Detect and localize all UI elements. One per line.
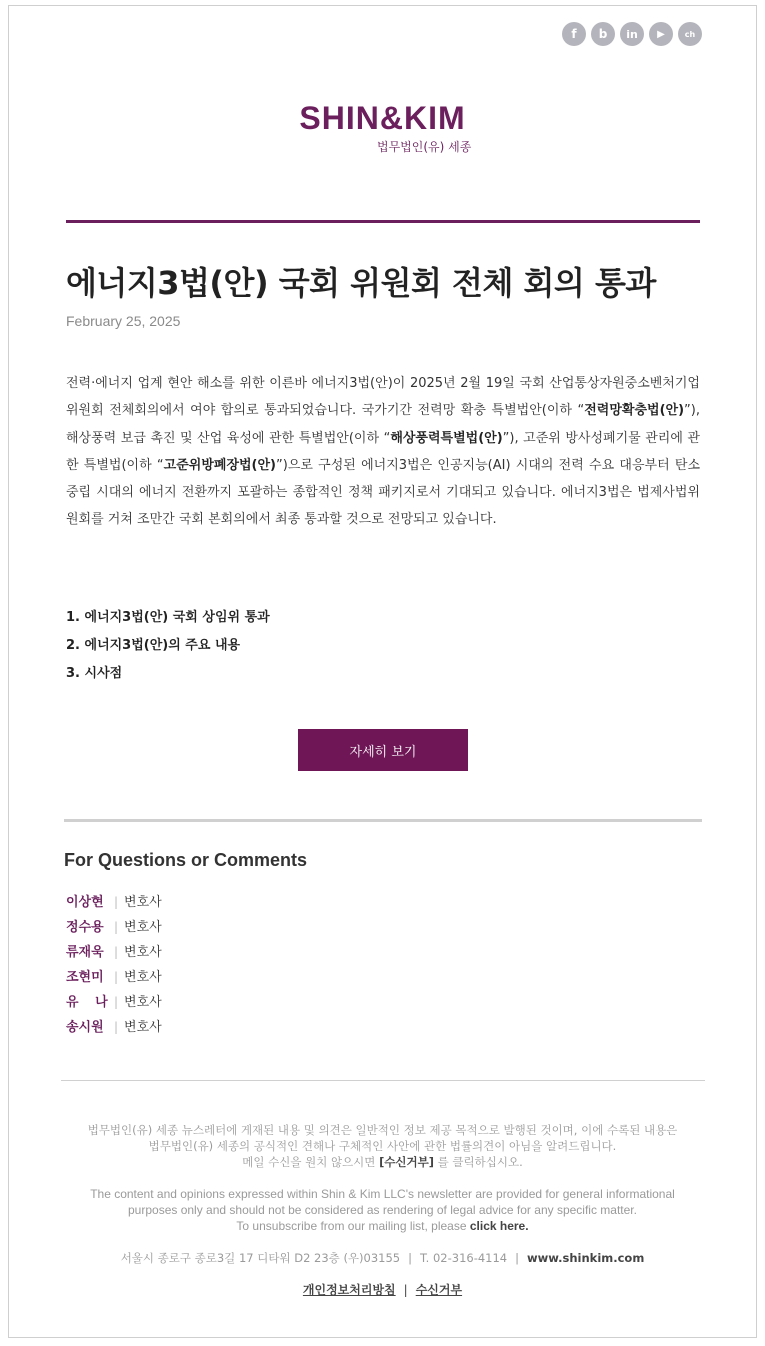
contact-name[interactable]: 정수용 xyxy=(66,920,104,935)
logo[interactable] xyxy=(0,100,765,154)
separator: | xyxy=(114,970,119,984)
logo-subtitle: 법무법인(유) 세종 xyxy=(377,140,472,154)
contact-name[interactable]: 유 나 xyxy=(66,995,114,1010)
contact-name[interactable]: 송시원 xyxy=(66,1020,104,1035)
unsubscribe-link-en[interactable]: click here. xyxy=(469,1219,529,1233)
contact-row xyxy=(66,965,162,990)
address: 서울시 종로구 종로3길 17 디타워 D2 23층 (우)03155 xyxy=(120,1251,401,1265)
separator: | xyxy=(114,920,119,934)
contact-role: 변호사 xyxy=(124,895,162,910)
header-divider xyxy=(66,220,700,223)
keyword-radioactive-waste-act: 고준위방폐장법(안) xyxy=(163,457,277,473)
blog-icon[interactable]: b xyxy=(591,22,615,46)
youtube-icon[interactable]: ▶ xyxy=(649,22,673,46)
contact-row xyxy=(66,915,162,940)
read-more-button[interactable]: 자세히 보기 xyxy=(298,729,468,771)
toc-item: 2. 에너지3법(안)의 주요 내용 xyxy=(66,638,241,653)
social-icons xyxy=(562,22,702,46)
toc-item: 1. 에너지3법(안) 국회 상임위 통과 xyxy=(66,610,270,625)
contact-role: 변호사 xyxy=(124,945,162,960)
article-title: 에너지3법(안) 국회 위원회 전체 회의 통과 xyxy=(66,264,656,302)
unsubscribe-link[interactable]: 수신거부 xyxy=(415,1283,463,1297)
footer-address: 서울시 종로구 종로3길 17 디타워 D2 23층 (우)03155 | T. 02-316-4114 | www.shinkim.com xyxy=(120,1251,645,1265)
separator: | xyxy=(114,895,119,909)
contact-name[interactable]: 류재욱 xyxy=(66,945,104,960)
contact-name[interactable]: 조현미 xyxy=(66,970,104,985)
footer-links: 개인정보처리방침 | 수신거부 xyxy=(302,1283,463,1297)
website-link[interactable]: www.shinkim.com xyxy=(527,1251,645,1265)
separator: | xyxy=(114,995,119,1009)
separator: | xyxy=(114,945,119,959)
separator: | xyxy=(114,1020,119,1034)
contact-role: 변호사 xyxy=(124,995,162,1010)
disclaimer-english: The content and opinions expressed within Shin & Kim LLC's newsletter are provided for general informational purposes only and should not be considered as rendering of legal advice for any specific matter. To unsubscribe from our mailing list, please click here. xyxy=(90,1187,675,1233)
facebook-icon[interactable]: f xyxy=(562,22,586,46)
toc-item: 3. 시사점 xyxy=(66,666,123,681)
contact-row xyxy=(66,1015,162,1040)
phone: T. 02-316-4114 xyxy=(420,1251,508,1265)
section-divider xyxy=(64,819,702,822)
contact-row xyxy=(66,990,162,1015)
contact-row xyxy=(66,890,162,915)
contacts-list xyxy=(66,890,162,1040)
contacts-heading: For Questions or Comments xyxy=(64,850,308,870)
article-body: 전력·에너지 업계 현안 해소를 위한 이른바 에너지3법(안)이 2025년 2월 19일 국회 산업통상자원중소벤처기업위원회 전체회의에서 여야 합의로 통과되었습니다. 국가기간 전력망 확충 특별법안(이하 “전력망확충법(안)”), 해상풍력 보급 촉진 및 산업 육성에 관한 특별법안(이하 “해상풍력특별법(안)”), 고준위 방사성폐기물 관리에 관한 특별법(이하 “고준위방폐장법(안)”)으로 구성된 에너지3법은 인공지능(AI) 시대의 전력 수요 대응부터 탄소중립 시대의 에너지 전환까지 포괄하는 종합적인 정책 패키지로서 기대되고 있습니다. 에너지3법은 법제사법위원회를 거쳐 조만간 국회 본회의에서 최종 통과할 것으로 전망되고 있습니다. xyxy=(66,376,701,528)
contact-name[interactable]: 이상현 xyxy=(66,895,104,910)
linkedin-icon[interactable]: in xyxy=(620,22,644,46)
contact-row xyxy=(66,940,162,965)
contact-role: 변호사 xyxy=(124,1020,162,1035)
keyword-grid-act: 전력망확충법(안) xyxy=(584,403,685,419)
keyword-offshore-wind-act: 해상풍력특별법(안) xyxy=(390,430,503,446)
channel-icon[interactable]: ch xyxy=(678,22,702,46)
table-of-contents xyxy=(66,604,270,688)
article-date: February 25, 2025 xyxy=(66,313,181,329)
privacy-policy-link[interactable]: 개인정보처리방침 xyxy=(302,1283,396,1297)
footer-divider xyxy=(61,1080,705,1081)
logo-text: SHIN&KIM xyxy=(299,100,466,136)
contact-role: 변호사 xyxy=(124,920,162,935)
unsubscribe-link-ko[interactable]: [수신거부] xyxy=(379,1155,435,1169)
disclaimer-korean: 법무법인(유) 세종 뉴스레터에 게재된 내용 및 의견은 일반적인 정보 제공 목적으로 발행된 것이며, 이에 수록된 내용은 법무법인(유) 세종의 공식적인 견해나 구체적인 사안에 관한 법률의견이 아님을 알려드립니다. 메일 수신을 원치 않으시면 [수신거부] 를 클릭하십시오. xyxy=(87,1123,678,1169)
contact-role: 변호사 xyxy=(124,970,162,985)
